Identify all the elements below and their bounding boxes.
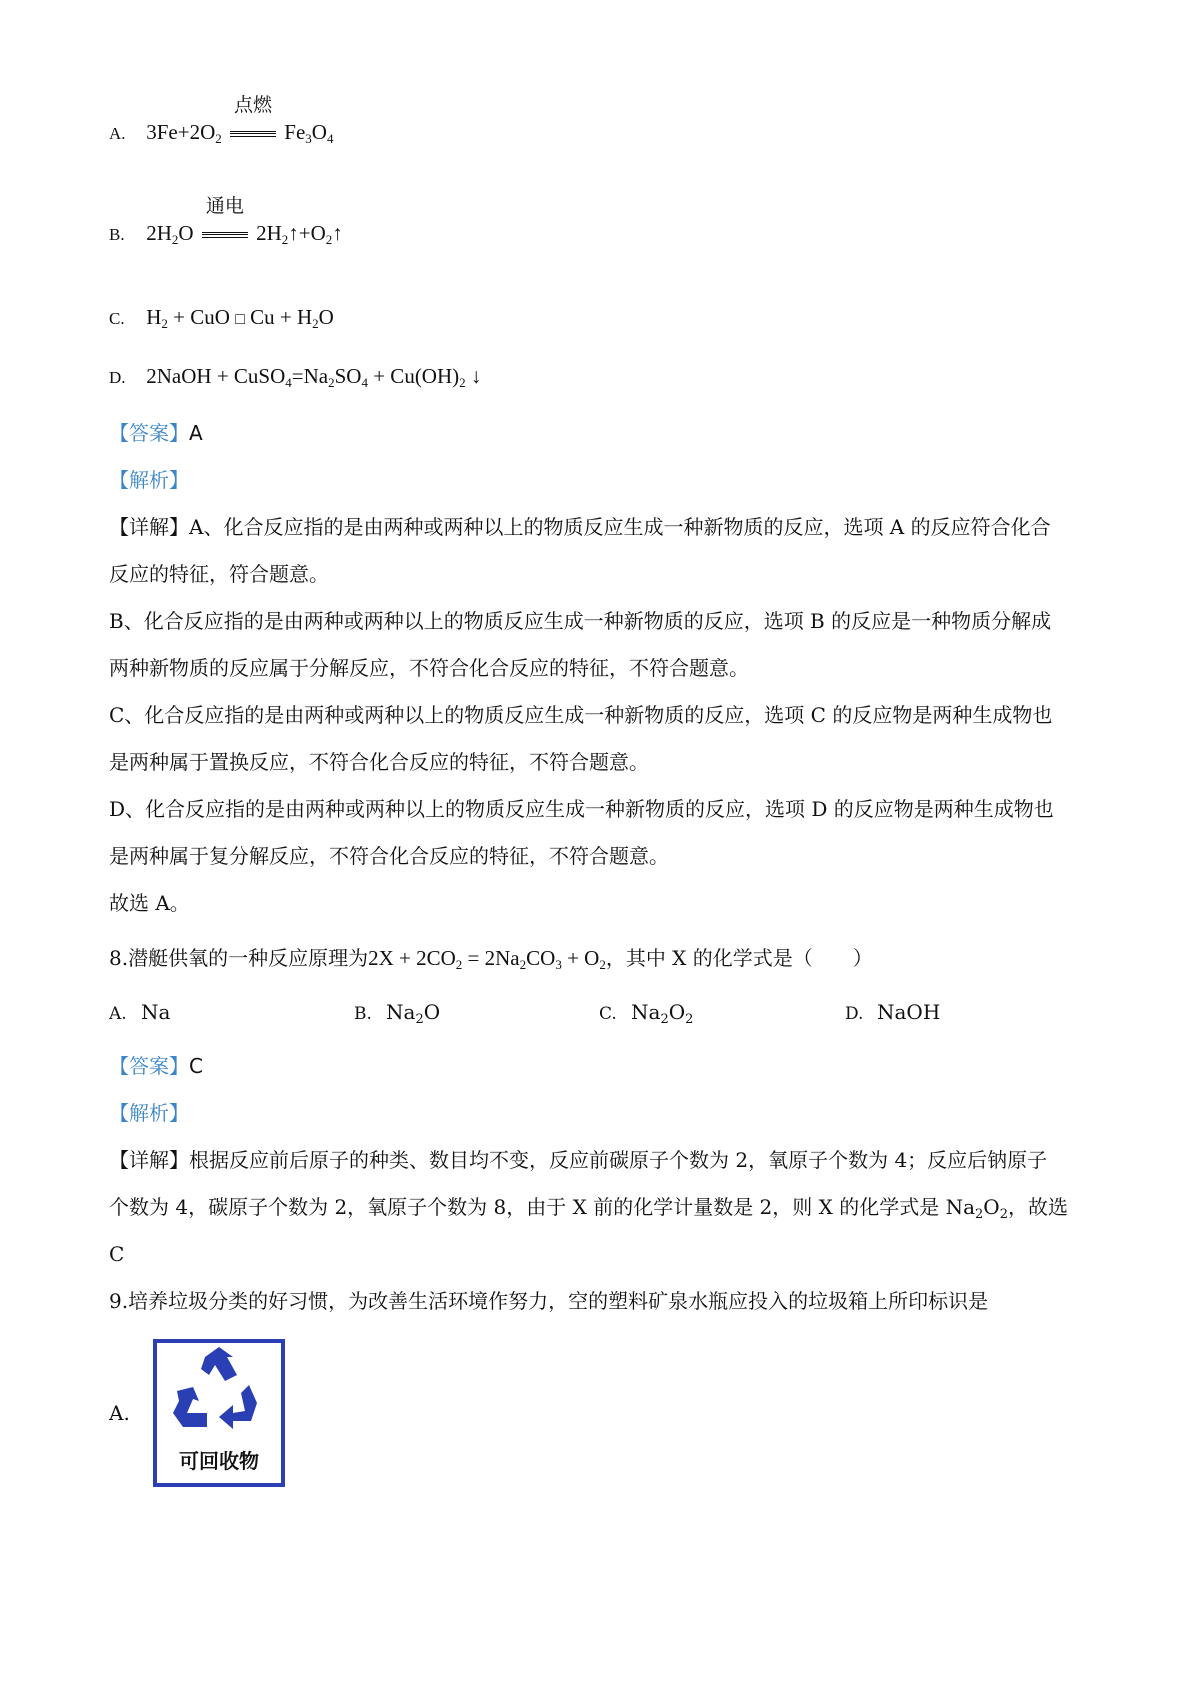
q8-analysis-tag: 【解析】 [109,1101,189,1125]
q7-option-b: B. $2H_2O$ 通电 $2H_2↑+O_2↑$ [109,218,343,250]
q7-detail-line: 反应的特征，符合题意。 [109,562,329,586]
q8-answer [109,1051,203,1081]
option-letter: C. [109,309,125,328]
option-letter: A. [109,124,126,143]
reaction-condition: 通电 [202,218,248,248]
q7-detail-line: D、化合反应指的是由两种或两种以上的物质反应生成一种新物质的反应，选项 D 的反应物是两种生成物也 [109,797,1054,821]
q9-option-a-letter: A. [109,1401,130,1425]
q7-option-d: D. 2NaOH + $CuSO_4=Na_2SO_4 + Cu(OH)_2$ ↓ [109,361,481,393]
q8-stem: 8.潜艇供氧的一种反应原理为$2X + 2CO_2 = 2Na_2CO_3 + O_2$，其中 X 的化学式是（ ） [109,946,873,972]
answer-value: A [189,421,203,445]
option-letter: D. [109,368,126,387]
missing-glyph: □ [235,311,245,328]
option-letter: B. [109,225,125,244]
recycle-label: 可回收物 [161,1443,277,1479]
q7-answer [109,418,203,448]
q7-detail-line: 是两种属于复分解反应，不符合化合反应的特征，不符合题意。 [109,844,669,868]
q7-detail-line: 两种新物质的反应属于分解反应，不符合化合反应的特征，不符合题意。 [109,656,749,680]
q7-detail-line: 故选 A。 [109,891,190,915]
q7-option-a: A. $3Fe+2O_2$ 点燃 $Fe_3O_4$ [109,117,333,149]
reaction-condition: 点燃 [230,117,276,147]
q8-options [109,1000,1009,1030]
q8-detail-line: C [109,1242,125,1266]
q8-option-a: A. Na [109,1000,171,1024]
q7-detail-line: 是两种属于置换反应，不符合化合反应的特征，不符合题意。 [109,750,649,774]
q7-detail-line: C、化合反应指的是由两种或两种以上的物质反应生成一种新物质的反应，选项 C 的反应物是两种生成物也 [109,703,1053,727]
recycle-sign-image [153,1339,285,1487]
answer-tag: 【答案】 [109,1054,189,1078]
q8-equation: $2X + 2CO_2 = 2Na_2CO_3 + O_2$ [368,946,606,972]
answer-tag: 【答案】 [109,421,189,445]
q7-detail-line: B、化合反应指的是由两种或两种以上的物质反应生成一种新物质的反应，选项 B 的反应是一种物质分解成 [109,609,1052,633]
q9-stem: 9.培养垃圾分类的好习惯，为改善生活环境作努力，空的塑料矿泉水瓶应投入的垃圾箱上所印标识是 [109,1289,989,1313]
q8-detail-line: 【详解】根据反应前后原子的种类、数目均不变，反应前碳原子个数为 2，氧原子个数为 4；反应后钠原子 [109,1148,1048,1172]
q8-detail-line: 个数为 4，碳原子个数为 2，氧原子个数为 8，由于 X 前的化学计量数是 2，则 X 的化学式是 $Na_2O_2$，故选 [109,1195,1068,1222]
answer-value: C [189,1054,203,1078]
q7-detail-line: 【详解】A、化合反应指的是由两种或两种以上的物质反应生成一种新物质的反应，选项 A 的反应符合化合 [109,515,1051,539]
q7-analysis-tag: 【解析】 [109,468,189,492]
q7-option-c: C. $H_2$ + CuO □ $Cu + H_2O$ [109,302,334,335]
recycle-icon [157,1343,281,1447]
q8-option-d: D. NaOH [845,1000,941,1024]
q8-option-b: B. $Na_2O$ [354,1000,441,1027]
q8-option-c: C. $Na_2O_2$ [599,1000,694,1027]
